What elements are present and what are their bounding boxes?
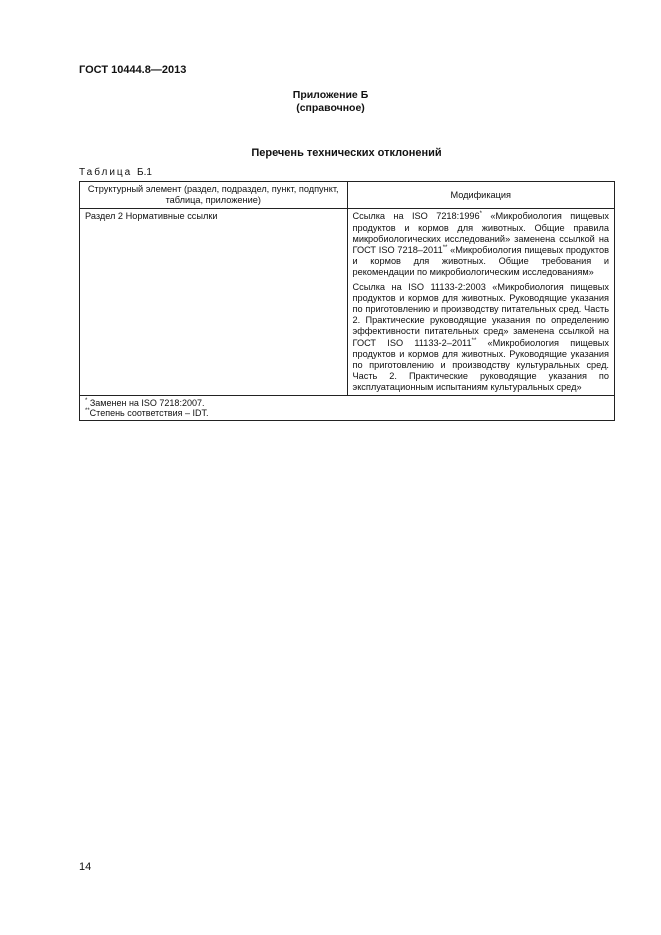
deviations-table — [79, 181, 615, 421]
table-row — [80, 209, 615, 395]
para2-text-a: Ссылка на ISO 11133-2:2003 «Микробиология пищевых продуктов и кормов для животных. Руководящие указания по приготовлению и производству питательных сред. Часть 2. Практические руководящие указания по определению эффективности питательных сред» заменена ссылкой на ГОСТ ISO 11133-2–2011 — [352, 281, 609, 348]
modification-paragraph-1 — [353, 211, 610, 278]
page-number: 14 — [79, 861, 92, 873]
footnote-text: Заменен на ISO 7218:2007. — [89, 397, 205, 408]
header-modification: Модификация — [347, 182, 615, 209]
para1-text-a: Ссылка на ISO 7218:1996 — [352, 211, 480, 222]
appendix-heading — [0, 89, 661, 115]
footnote-mark: ** — [85, 408, 90, 415]
standard-code: ГОСТ 10444.8—2013 — [79, 64, 187, 76]
appendix-title: Приложение Б — [292, 89, 369, 101]
cell-structural-element: Раздел 2 Нормативные ссылки — [80, 209, 348, 395]
para1-text-c: «Микробиология пищевых продуктов и кормов для животных. Общие требования и рекомендации по микробиологическим исследованиям» — [352, 245, 609, 278]
header-structural-element: Структурный элемент (раздел, подраздел, пункт, подпункт, таблица, приложение) — [80, 182, 348, 209]
table-label-prefix: Таблица — [79, 167, 133, 178]
table-label — [79, 167, 152, 178]
footnote-2 — [85, 408, 609, 419]
para2-text-b: «Микробиология пищевых продуктов и кормов для животных. Руководящие указания по приготовлению и производству культуральных сред. Часть 2. Практические руководящие указания по эксплуатационным испытаниям культуральных сред» — [352, 337, 610, 393]
table-footnotes-row — [80, 395, 615, 420]
list-title: Перечень технических отклонений — [251, 147, 442, 159]
footnote-1 — [85, 398, 609, 409]
table-header-row — [80, 182, 615, 209]
para1-text-b: «Микробиология пищевых продуктов и кормов для животных. Общие правила микробиологических исследований» заменена ссылкой на ГОСТ ISO 7218–2011 — [352, 211, 610, 256]
footnote-mark: ** — [471, 337, 477, 344]
footnote-mark: * — [85, 397, 88, 404]
footnote-mark: * — [479, 211, 482, 218]
footnote-text: Степень соответствия – IDT. — [89, 408, 209, 419]
modification-paragraph-2 — [353, 282, 610, 394]
appendix-subtitle: (справочное) — [296, 102, 365, 114]
table-footnotes — [80, 395, 615, 420]
cell-modification — [347, 209, 615, 395]
table-label-number: Б.1 — [137, 167, 152, 178]
footnote-mark: ** — [442, 244, 448, 251]
